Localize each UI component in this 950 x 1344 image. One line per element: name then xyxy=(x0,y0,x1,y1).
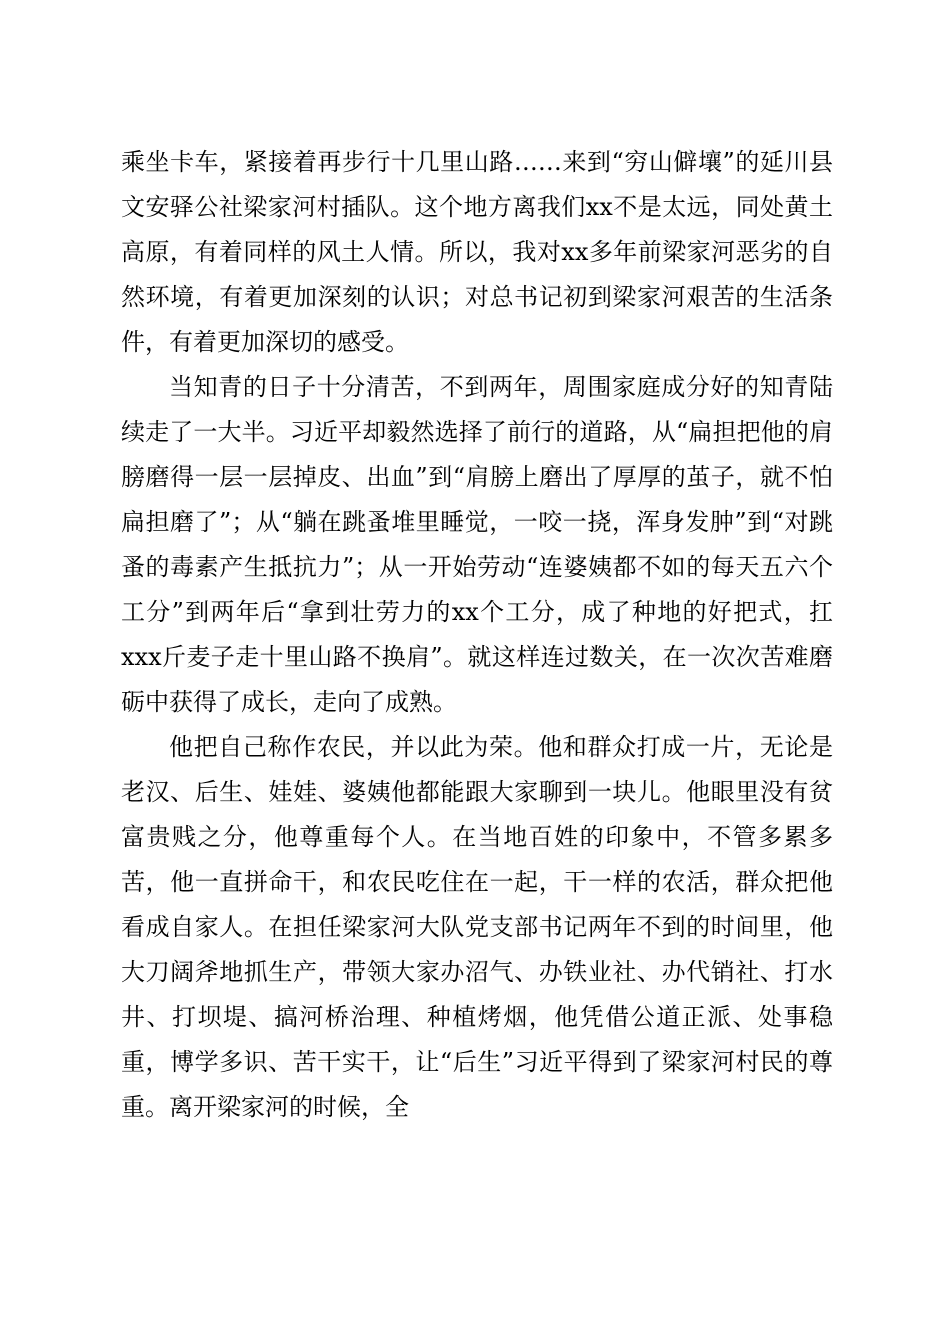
body-text xyxy=(121,140,833,1130)
paragraph-1: 乘坐卡车，紧接着再步行十几里山路……来到“穷山僻壤”的延川县文安驿公社梁家河村插队。这个地方离我们xx不是太远，同处黄土高原，有着同样的风土人情。所以，我对xx多年前梁家河恶劣的自然环境，有着更加深刻的认识；对总书记初到梁家河艰苦的生活条件，有着更加深切的感受。 xyxy=(121,148,833,356)
paragraph-3: 他把自己称作农民，并以此为荣。他和群众打成一片，无论是老汉、后生、娃娃、婆姨他都能跟大家聊到一块儿。他眼里没有贫富贵贱之分，他尊重每个人。在当地百姓的印象中，不管多累多苦，他一直拼命干，和农民吃住在一起，干一样的农活，群众把他看成自家人。在担任梁家河大队党支部书记两年不到的时间里，他大刀阔斧地抓生产，带领大家办沼气、办铁业社、办代销社、打水井、打坝堤、搞河桥治理、种植烤烟，他凭借公道正派、处事稳重，博学多识、苦干实干，让“后生”习近平得到了梁家河村民的尊重。离开梁家河的时候，全 xyxy=(121,733,833,1121)
paragraph-2: 当知青的日子十分清苦，不到两年，周围家庭成分好的知青陆续走了一大半。习近平却毅然选择了前行的道路，从“扁担把他的肩膀磨得一层一层掉皮、出血”到“肩膀上磨出了厚厚的茧子，就不怕扁担磨了”；从“躺在跳蚤堆里睡觉，一咬一挠，浑身发肿”到“对跳蚤的毒素产生抵抗力”；从一开始劳动“连婆姨都不如的每天五六个工分”到两年后“拿到壮劳力的xx个工分，成了种地的好把式，扛xxx斤麦子走十里山路不换肩”。就这样连过数关，在一次次苦难磨砺中获得了成长，走向了成熟。 xyxy=(121,373,833,716)
